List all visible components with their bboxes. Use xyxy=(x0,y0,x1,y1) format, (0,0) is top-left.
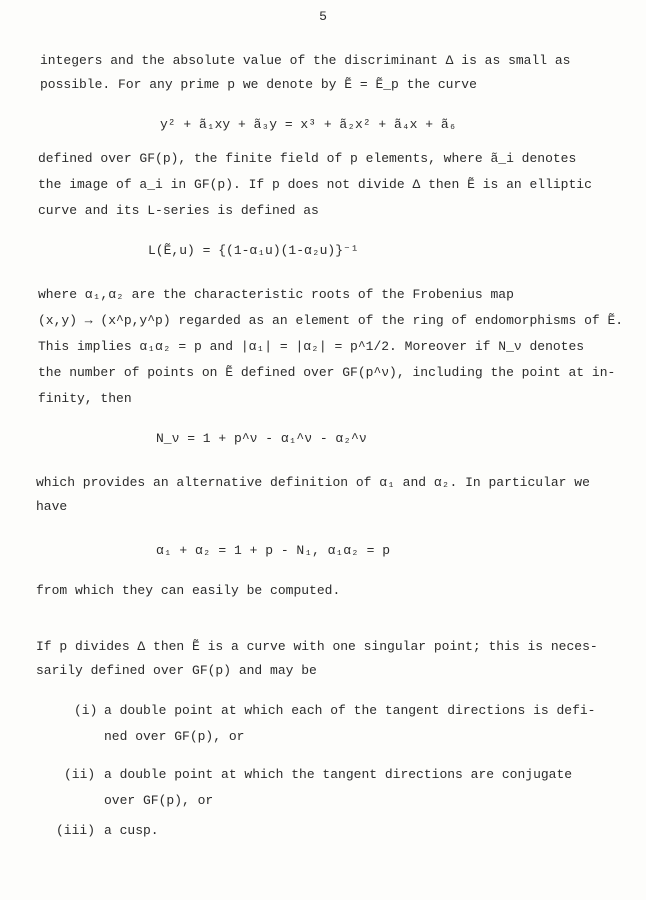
list-item-label: (ii) xyxy=(64,767,96,782)
equation-points-count: N_ν = 1 + p^ν - α₁^ν - α₂^ν xyxy=(156,431,367,446)
page-number: 5 xyxy=(319,9,327,24)
text-line: possible. For any prime p we denote by Ẽ = Ẽ_p the curve xyxy=(40,77,477,92)
list-item-text: ned over GF(p), or xyxy=(104,729,245,744)
text-line: curve and its L-series is defined as xyxy=(38,203,319,218)
list-item-text: a double point at which each of the tangent directions is defi- xyxy=(104,703,596,718)
text-line: integers and the absolute value of the discriminant Δ is as small as xyxy=(40,53,571,68)
text-line: finity, then xyxy=(38,391,132,406)
text-line: where α₁,α₂ are the characteristic roots of the Frobenius map xyxy=(38,287,514,302)
text-line: If p divides Δ then Ẽ is a curve with one singular point; this is neces- xyxy=(36,639,598,654)
equation-roots: α₁ + α₂ = 1 + p - N₁, α₁α₂ = p xyxy=(156,543,391,558)
text-line: the image of a_i in GF(p). If p does not divide Δ then Ẽ is an elliptic xyxy=(38,177,592,192)
text-line: sarily defined over GF(p) and may be xyxy=(36,663,317,678)
equation-curve: y² + ã₁xy + ã₃y = x³ + ã₂x² + ã₄x + ã₆ xyxy=(160,117,457,132)
text-line: have xyxy=(36,499,68,514)
equation-l-series: L(Ẽ,u) = {(1-α₁u)(1-α₂u)}⁻¹ xyxy=(148,243,359,258)
text-line: (x,y) → (x^p,y^p) regarded as an element of the ring of endomorphisms of Ẽ. xyxy=(38,313,624,328)
text-line: defined over GF(p), the finite field of p elements, where ã_i denotes xyxy=(38,151,577,166)
list-item-text: a cusp. xyxy=(104,823,159,838)
list-item-label: (iii) xyxy=(56,823,96,838)
text-line: This implies α₁α₂ = p and |α₁| = |α₂| = p^1/2. Moreover if N_ν denotes xyxy=(38,339,585,354)
text-line: from which they can easily be computed. xyxy=(36,583,341,598)
text-line: which provides an alternative definition of α₁ and α₂. In particular we xyxy=(36,475,590,490)
list-item-label: (i) xyxy=(74,703,98,718)
list-item-text: a double point at which the tangent directions are conjugate xyxy=(104,767,573,782)
text-line: the number of points on Ẽ defined over GF(p^ν), including the point at in- xyxy=(38,365,616,380)
list-item-text: over GF(p), or xyxy=(104,793,214,808)
